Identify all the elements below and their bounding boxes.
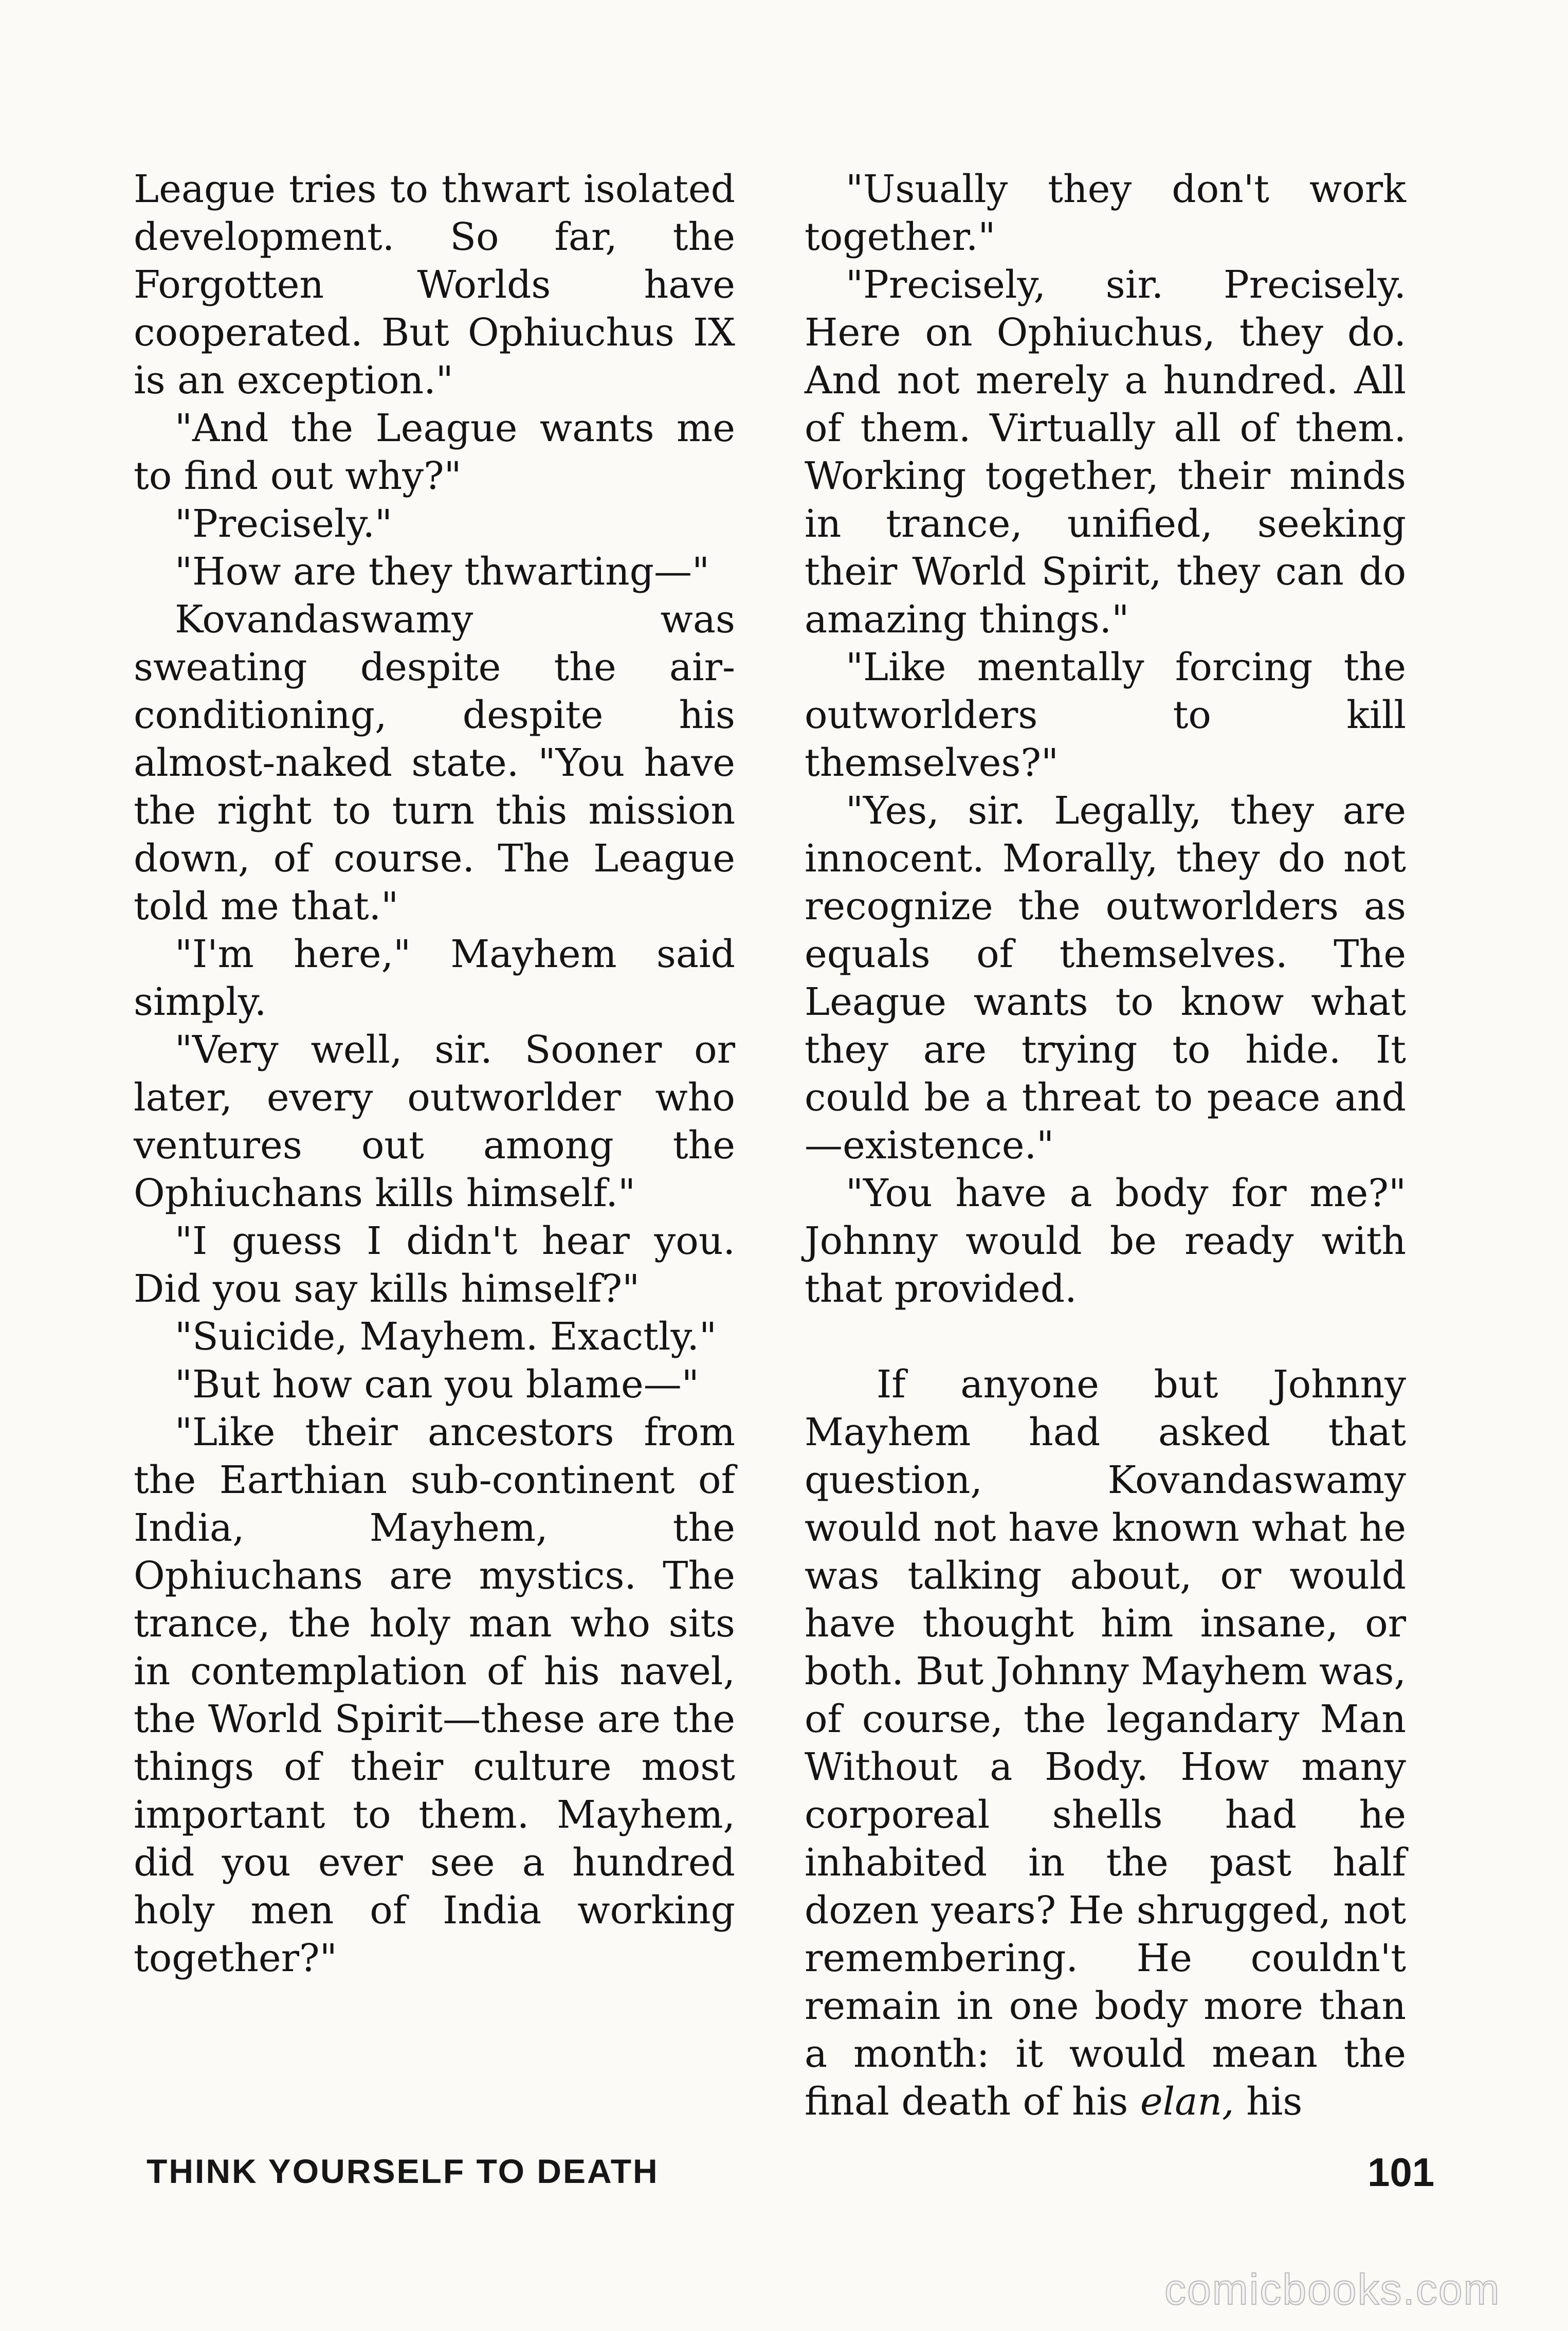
paragraph: "How are they thwarting—" <box>175 550 710 594</box>
right-column <box>805 166 1406 2126</box>
page-number: 101 <box>1368 2150 1435 2195</box>
paragraph: "Precisely." <box>175 502 393 546</box>
running-title: THINK YOURSELF TO DEATH <box>147 2152 659 2190</box>
paragraph: "Like mentally forcing the outworlders to kill themselves?" <box>805 645 1406 785</box>
paragraph: "Suicide, Mayhem. Exactly." <box>175 1315 717 1359</box>
paragraph: Kovandaswamy was sweating despite the air-conditioning, despite his almost-naked state. "You have the right to turn this mission down, of course. The League told me that." <box>134 597 735 928</box>
paragraph: "Usually they don't work together." <box>805 167 1406 259</box>
paragraph: League tries to thwart isolated development. So far, the Forgotten Worlds have cooperated. But Ophiuchus IX is an exception." <box>134 167 735 403</box>
paragraph: "I'm here," Mayhem said simply. <box>134 932 735 1024</box>
section-lead-paragraph <box>805 1361 1406 2126</box>
paragraph: "And the League wants me to find out why?" <box>134 406 735 498</box>
watermark: comicbooks.com <box>1164 2265 1501 2314</box>
paragraph: "I guess I didn't hear you. Did you say kills himself?" <box>134 1219 735 1311</box>
paragraph: "Very well, sir. Sooner or later, every outworlder who ventures out among the Ophiuchans kills himself." <box>134 1028 735 1215</box>
section-lead-text: If anyone but Johnny Mayhem had asked that question, Kovandaswamy would not have known what he was talking about, or would have thought him insane, or both. But Johnny Mayhem was, of course, the legandary Man Without a Body. How many corporeal shells had he inhabited in the past half dozen years? He shrugged, not remembering. He couldn't remain in one body more than a month: it would mean the final death of his <box>805 1362 1406 2124</box>
paragraph: "But how can you blame—" <box>175 1362 699 1407</box>
paragraph: "Like their ancestors from the Earthian sub-continent of India, Mayhem, the Ophiuchans are mystics. The trance, the holy man who sits in contemplation of his navel, the World Spirit—these are the things of their culture most important to them. Mayhem, did you ever see a hundred holy men of India working together?" <box>134 1410 735 1980</box>
paragraph: "You have a body for me?" Johnny would be ready with that provided. <box>805 1171 1406 1311</box>
emphasized-word: elan, <box>1140 2080 1234 2124</box>
left-column <box>134 166 735 1982</box>
paragraph: "Precisely, sir. Precisely. Here on Ophiuchus, they do. And not merely a hundred. All of them. Virtually all of them. Working together, their minds in trance, unified, seeking their World Spirit, they can do amazing things." <box>805 263 1406 642</box>
paragraph: "Yes, sir. Legally, they are innocent. Morally, they do not recognize the outworlders as equals of themselves. The League wants to know what they are trying to hide. It could be a threat to peace and—existence." <box>805 789 1406 1168</box>
section-lead-tail: his <box>1234 2080 1303 2124</box>
